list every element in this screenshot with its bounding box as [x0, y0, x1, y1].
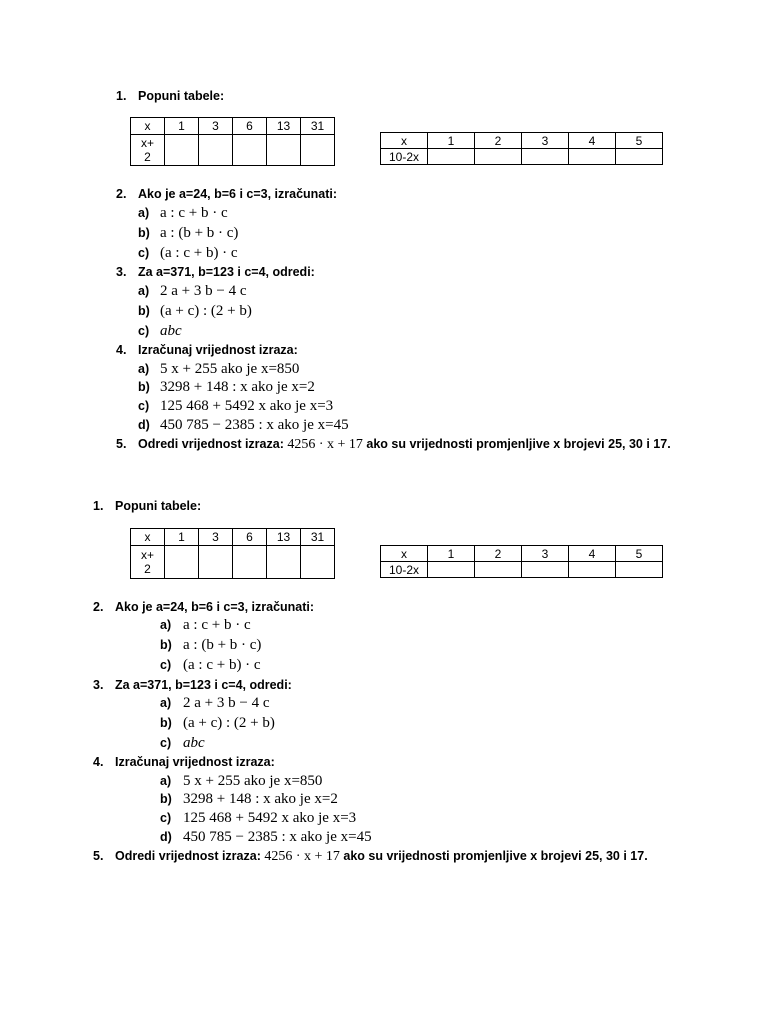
question-3-number: 3.	[93, 678, 104, 692]
table-empty-cell[interactable]	[616, 149, 663, 165]
table-row-label: x+ 2	[131, 135, 165, 166]
item-label: c)	[160, 658, 172, 672]
math-expression: a : (b + b · c)	[160, 225, 239, 241]
question-2-text: Ako je a=24, b=6 i c=3, izračunati:	[138, 187, 338, 201]
table-empty-cell[interactable]	[301, 135, 335, 166]
table-empty-cell[interactable]	[165, 546, 199, 579]
math-expression: a : c + b · c	[183, 617, 251, 633]
table-header-cell: 5	[616, 546, 663, 562]
item-label: a)	[138, 362, 150, 376]
item-label: b)	[160, 638, 172, 652]
table-empty-cell[interactable]	[569, 562, 616, 578]
item-label: b)	[160, 716, 172, 730]
question-1-number: 1.	[93, 499, 104, 513]
table-empty-cell[interactable]	[199, 135, 233, 166]
table-header-cell: x	[131, 118, 165, 135]
item-label: c)	[138, 399, 150, 413]
table-header-cell: 3	[199, 529, 233, 546]
table-empty-cell[interactable]	[267, 135, 301, 166]
math-expression: (a + c) : (2 + b)	[183, 715, 275, 731]
math-expression: 450 785 − 2385 : x ako je x=45	[183, 829, 372, 845]
table-header-cell: 2	[475, 133, 522, 149]
table-header-cell: 3	[522, 546, 569, 562]
question-4-number: 4.	[116, 343, 127, 357]
math-expression: 125 468 + 5492 x ako je x=3	[183, 810, 357, 826]
item-label: a)	[160, 696, 172, 710]
question-4-text: Izračunaj vrijednost izraza:	[115, 755, 275, 769]
item-label: c)	[160, 811, 172, 825]
table-header-cell: 2	[475, 546, 522, 562]
table-empty-cell[interactable]	[616, 562, 663, 578]
math-expression: (a + c) : (2 + b)	[160, 303, 252, 319]
question-2-number: 2.	[93, 600, 104, 614]
question-1-text: Popuni tabele:	[115, 499, 202, 513]
table-empty-cell[interactable]	[233, 135, 267, 166]
table-header-cell: 5	[616, 133, 663, 149]
table-row-label: 10-2x	[381, 149, 428, 165]
question-2-text: Ako je a=24, b=6 i c=3, izračunati:	[115, 600, 315, 614]
table-empty-cell[interactable]	[428, 149, 475, 165]
table-header-cell: 3	[522, 133, 569, 149]
table-empty-cell[interactable]	[165, 135, 199, 166]
item-label: b)	[160, 792, 172, 806]
table-header-cell: 1	[165, 118, 199, 135]
math-expression: a : c + b · c	[160, 205, 228, 221]
question-1-number: 1.	[116, 89, 127, 103]
question-4-text: Izračunaj vrijednost izraza:	[138, 343, 298, 357]
item-label: a)	[160, 618, 172, 632]
table-header-cell: 31	[301, 118, 335, 135]
table-header-cell: 13	[267, 118, 301, 135]
table-header-cell: 4	[569, 133, 616, 149]
question-2-number: 2.	[116, 187, 127, 201]
question-5-text: Odredi vrijednost izraza: 4256 · x + 17 ako su vrijednosti promjenljive x brojevi 25, 30 i 17.	[115, 849, 648, 864]
table-empty-cell[interactable]	[475, 149, 522, 165]
question-5-number: 5.	[116, 437, 127, 451]
question-1-text: Popuni tabele:	[138, 89, 225, 103]
math-expression: 2 a + 3 b − 4 c	[160, 283, 247, 299]
math-expression: 125 468 + 5492 x ako je x=3	[160, 398, 334, 414]
item-label: b)	[138, 304, 150, 318]
math-expression: 450 785 − 2385 : x ako je x=45	[160, 417, 349, 433]
table-header-cell: 6	[233, 529, 267, 546]
question-3-number: 3.	[116, 265, 127, 279]
math-expression: 5 x + 255 ako je x=850	[183, 773, 323, 789]
math-expression: abc	[183, 735, 205, 751]
math-expression: 2 a + 3 b − 4 c	[183, 695, 270, 711]
math-expression: (a : c + b) · c	[183, 657, 261, 673]
item-label: a)	[160, 774, 172, 788]
math-expression: a : (b + b · c)	[183, 637, 262, 653]
math-expression: 4256 · x + 17	[264, 849, 340, 864]
table-header-cell: x	[131, 529, 165, 546]
math-expression: 3298 + 148 : x ako je x=2	[183, 791, 338, 807]
table-header-cell: 1	[428, 546, 475, 562]
table-x-plus-2	[130, 528, 335, 579]
table-empty-cell[interactable]	[233, 546, 267, 579]
item-label: c)	[138, 324, 150, 338]
table-header-cell: x	[381, 133, 428, 149]
table-header-cell: 31	[301, 529, 335, 546]
question-5-text: Odredi vrijednost izraza: 4256 · x + 17 ako su vrijednosti promjenljive x brojevi 25, 30 i 17.	[138, 437, 671, 452]
item-label: a)	[138, 206, 150, 220]
table-row-label: x+ 2	[131, 546, 165, 579]
item-label: b)	[138, 380, 150, 394]
table-header-cell: 6	[233, 118, 267, 135]
item-label: c)	[138, 246, 150, 260]
table-empty-cell[interactable]	[301, 546, 335, 579]
math-expression: 3298 + 148 : x ako je x=2	[160, 379, 315, 395]
item-label: b)	[138, 226, 150, 240]
item-label: a)	[138, 284, 150, 298]
question-3-text: Za a=371, b=123 i c=4, odredi:	[138, 265, 315, 279]
table-10-minus-2x	[380, 545, 663, 578]
table-10-minus-2x	[380, 132, 663, 165]
item-label: c)	[160, 736, 172, 750]
table-empty-cell[interactable]	[522, 149, 569, 165]
table-header-cell: 13	[267, 529, 301, 546]
table-empty-cell[interactable]	[199, 546, 233, 579]
table-header-cell: x	[381, 546, 428, 562]
table-empty-cell[interactable]	[428, 562, 475, 578]
math-expression: (a : c + b) · c	[160, 245, 238, 261]
table-header-cell: 4	[569, 546, 616, 562]
table-empty-cell[interactable]	[475, 562, 522, 578]
math-expression: abc	[160, 323, 182, 339]
table-header-cell: 1	[428, 133, 475, 149]
item-label: d)	[138, 418, 150, 432]
question-3-text: Za a=371, b=123 i c=4, odredi:	[115, 678, 292, 692]
item-label: d)	[160, 830, 172, 844]
question-4-number: 4.	[93, 755, 104, 769]
table-empty-cell[interactable]	[267, 546, 301, 579]
math-expression: 5 x + 255 ako je x=850	[160, 361, 300, 377]
table-empty-cell[interactable]	[569, 149, 616, 165]
table-row-label: 10-2x	[381, 562, 428, 578]
math-expression: 4256 · x + 17	[287, 437, 363, 452]
table-empty-cell[interactable]	[522, 562, 569, 578]
table-header-cell: 1	[165, 529, 199, 546]
table-header-cell: 3	[199, 118, 233, 135]
table-x-plus-2	[130, 117, 335, 166]
question-5-number: 5.	[93, 849, 104, 863]
